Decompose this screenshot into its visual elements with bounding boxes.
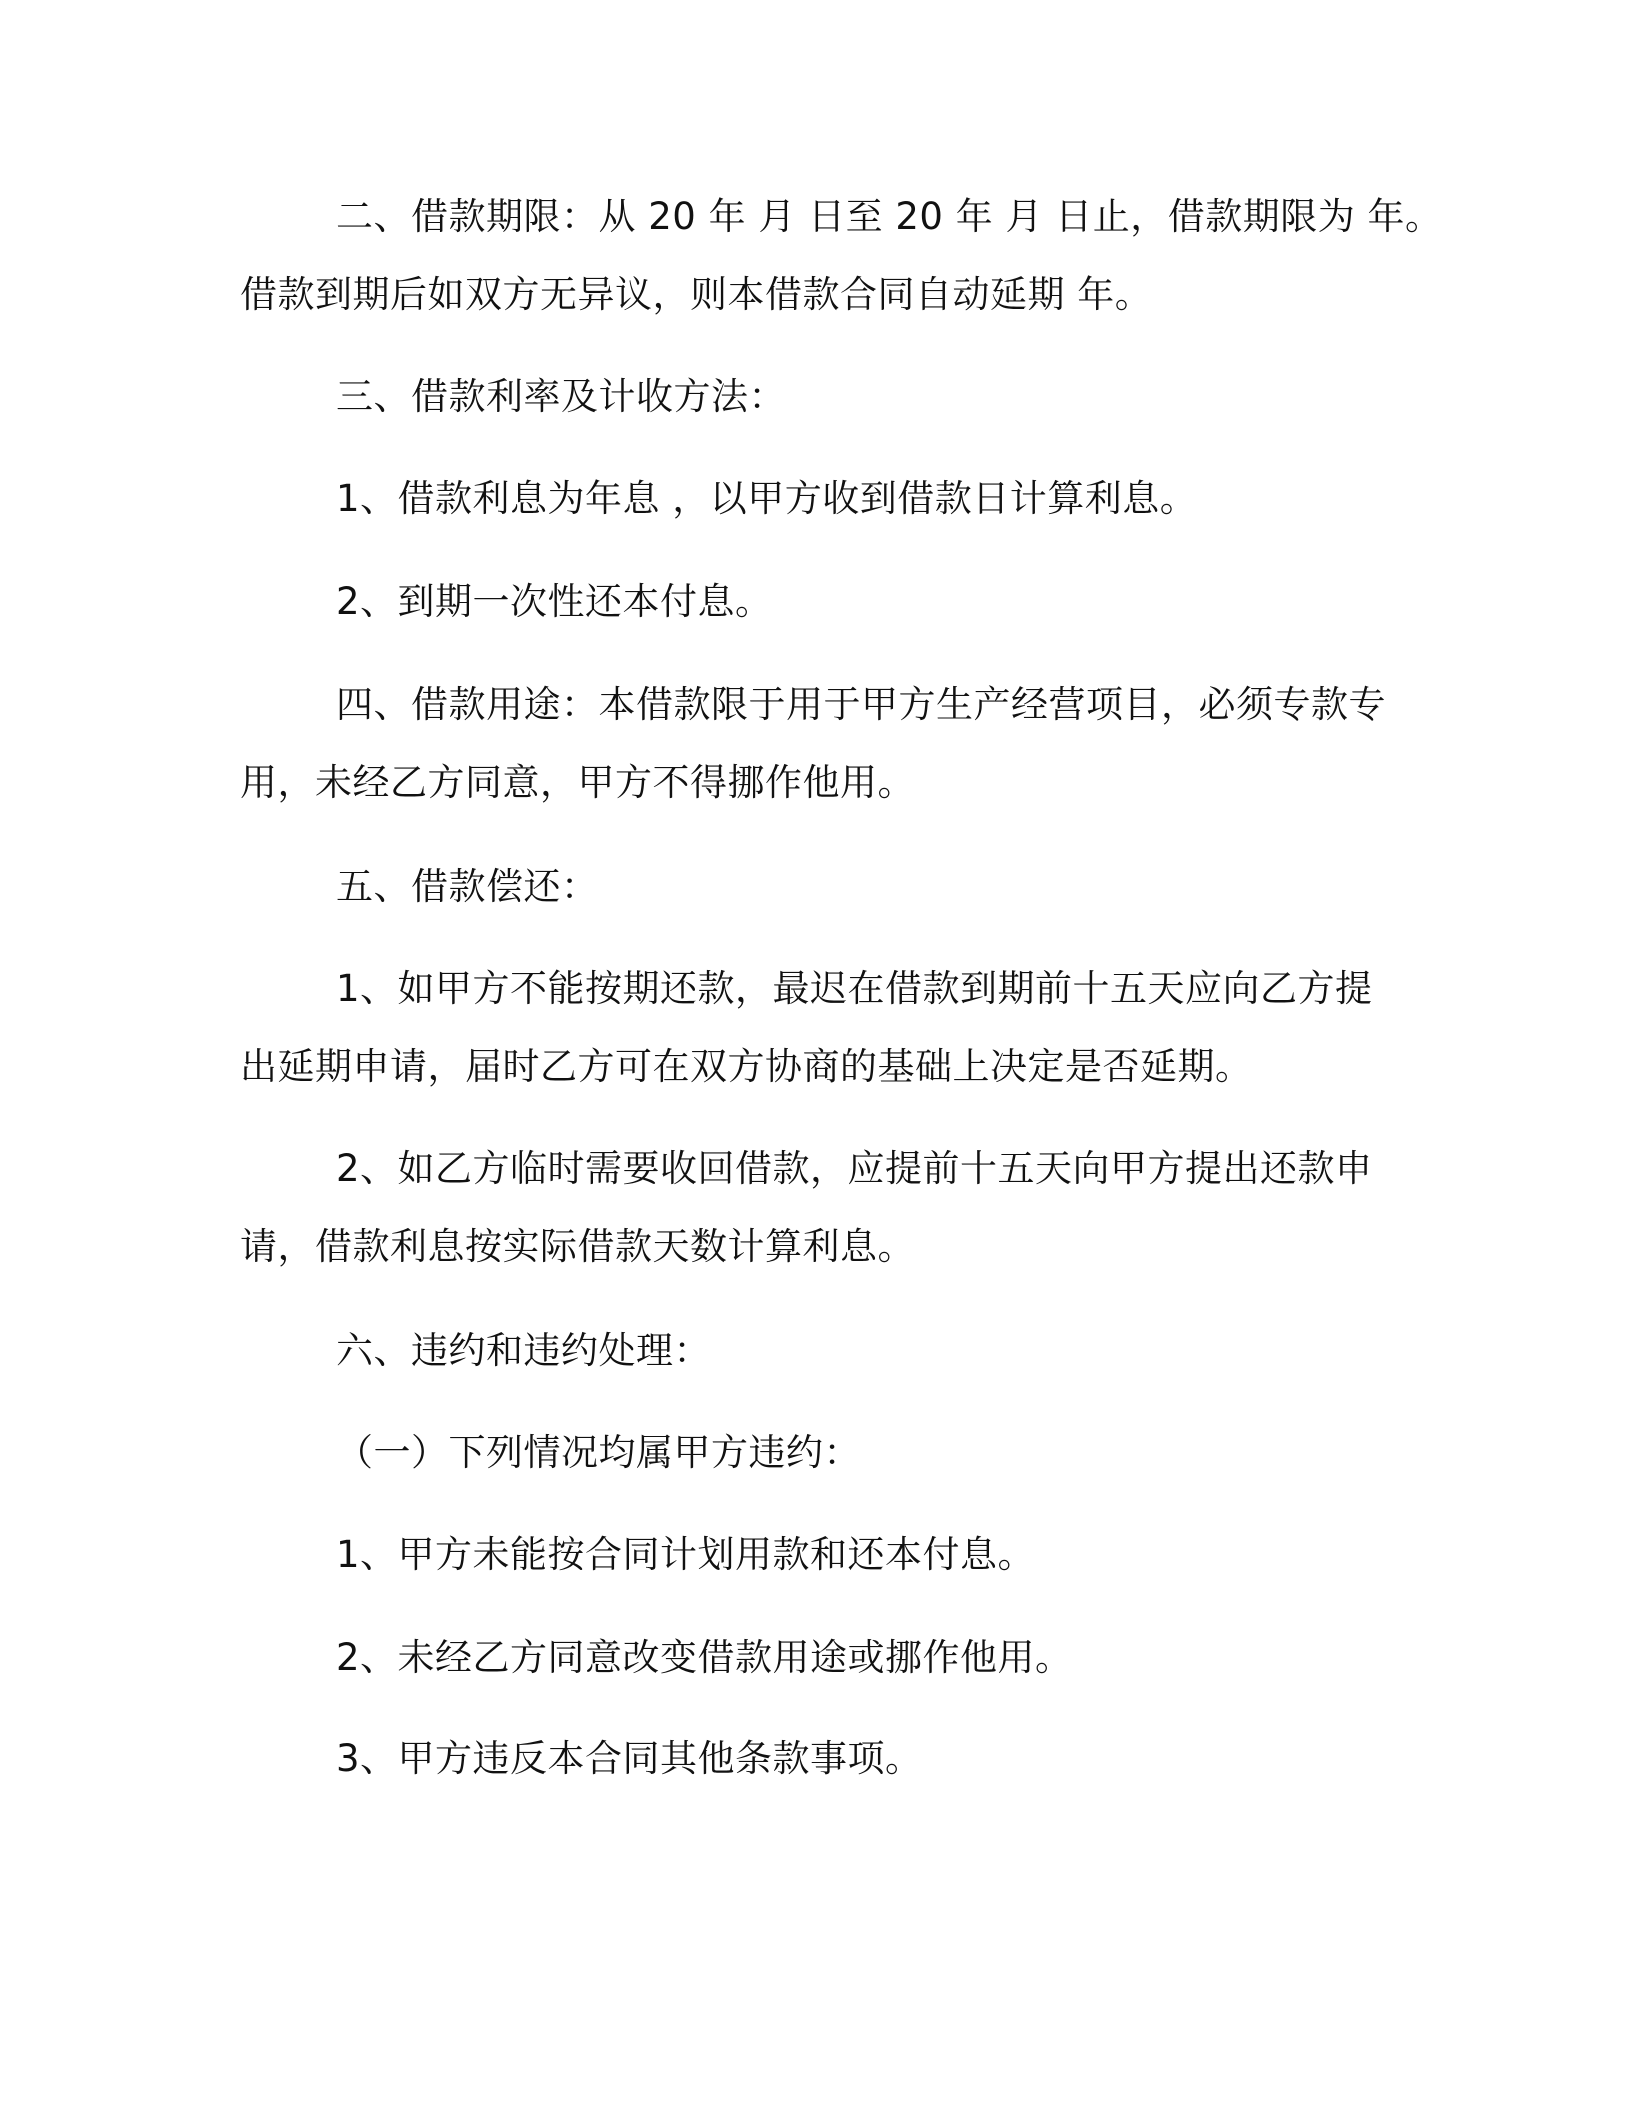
paragraph-line: 五、借款偿还：	[336, 865, 599, 908]
paragraph-line: 三、借款利率及计收方法：	[336, 375, 786, 418]
paragraph-line: 1、借款利息为年息 ，以甲方收到借款日计算利息。	[336, 477, 1198, 520]
paragraph-line: 出延期申请，届时乙方可在双方协商的基础上决定是否延期。	[240, 1045, 1253, 1088]
paragraph-repayment-item-1	[240, 950, 1400, 1106]
paragraph-line: 借款到期后如双方无异议，则本借款合同自动延期 年。	[240, 273, 1153, 316]
paragraph-breach-item-1	[240, 1516, 1400, 1594]
paragraph-line: 请，借款利息按实际借款天数计算利息。	[240, 1225, 915, 1268]
paragraph-loan-term	[240, 178, 1443, 334]
paragraph-breach-item-3	[240, 1720, 1400, 1798]
paragraph-line: 2、到期一次性还本付息。	[336, 580, 773, 623]
paragraph-line: 六、违约和违约处理：	[336, 1329, 711, 1372]
paragraph-breach-heading	[240, 1312, 1400, 1390]
paragraph-interest-item-2	[240, 563, 1400, 641]
paragraph-line: 1、甲方未能按合同计划用款和还本付息。	[336, 1533, 1036, 1576]
paragraph-line: 二、借款期限：从 20 年 月 日至 20 年 月 日止，借款期限为 年。	[336, 195, 1443, 238]
paragraph-interest-item-1	[240, 460, 1400, 538]
paragraph-line: 用，未经乙方同意，甲方不得挪作他用。	[240, 761, 915, 804]
paragraph-interest-heading	[240, 358, 1400, 436]
paragraph-line: 1、如甲方不能按期还款，最迟在借款到期前十五天应向乙方提	[336, 967, 1373, 1010]
paragraph-breach-subheading	[240, 1414, 1400, 1492]
paragraph-repayment-item-2	[240, 1130, 1400, 1286]
paragraph-line: 2、如乙方临时需要收回借款，应提前十五天向甲方提出还款申	[336, 1147, 1373, 1190]
paragraph-breach-item-2	[240, 1619, 1400, 1697]
paragraph-line: 3、甲方违反本合同其他条款事项。	[336, 1737, 923, 1780]
paragraph-loan-purpose	[240, 666, 1400, 822]
paragraph-line: 四、借款用途：本借款限于用于甲方生产经营项目，必须专款专	[336, 683, 1386, 726]
paragraph-line: 2、未经乙方同意改变借款用途或挪作他用。	[336, 1636, 1073, 1679]
paragraph-line: （一）下列情况均属甲方违约：	[336, 1431, 861, 1474]
paragraph-repayment-heading	[240, 848, 1400, 926]
